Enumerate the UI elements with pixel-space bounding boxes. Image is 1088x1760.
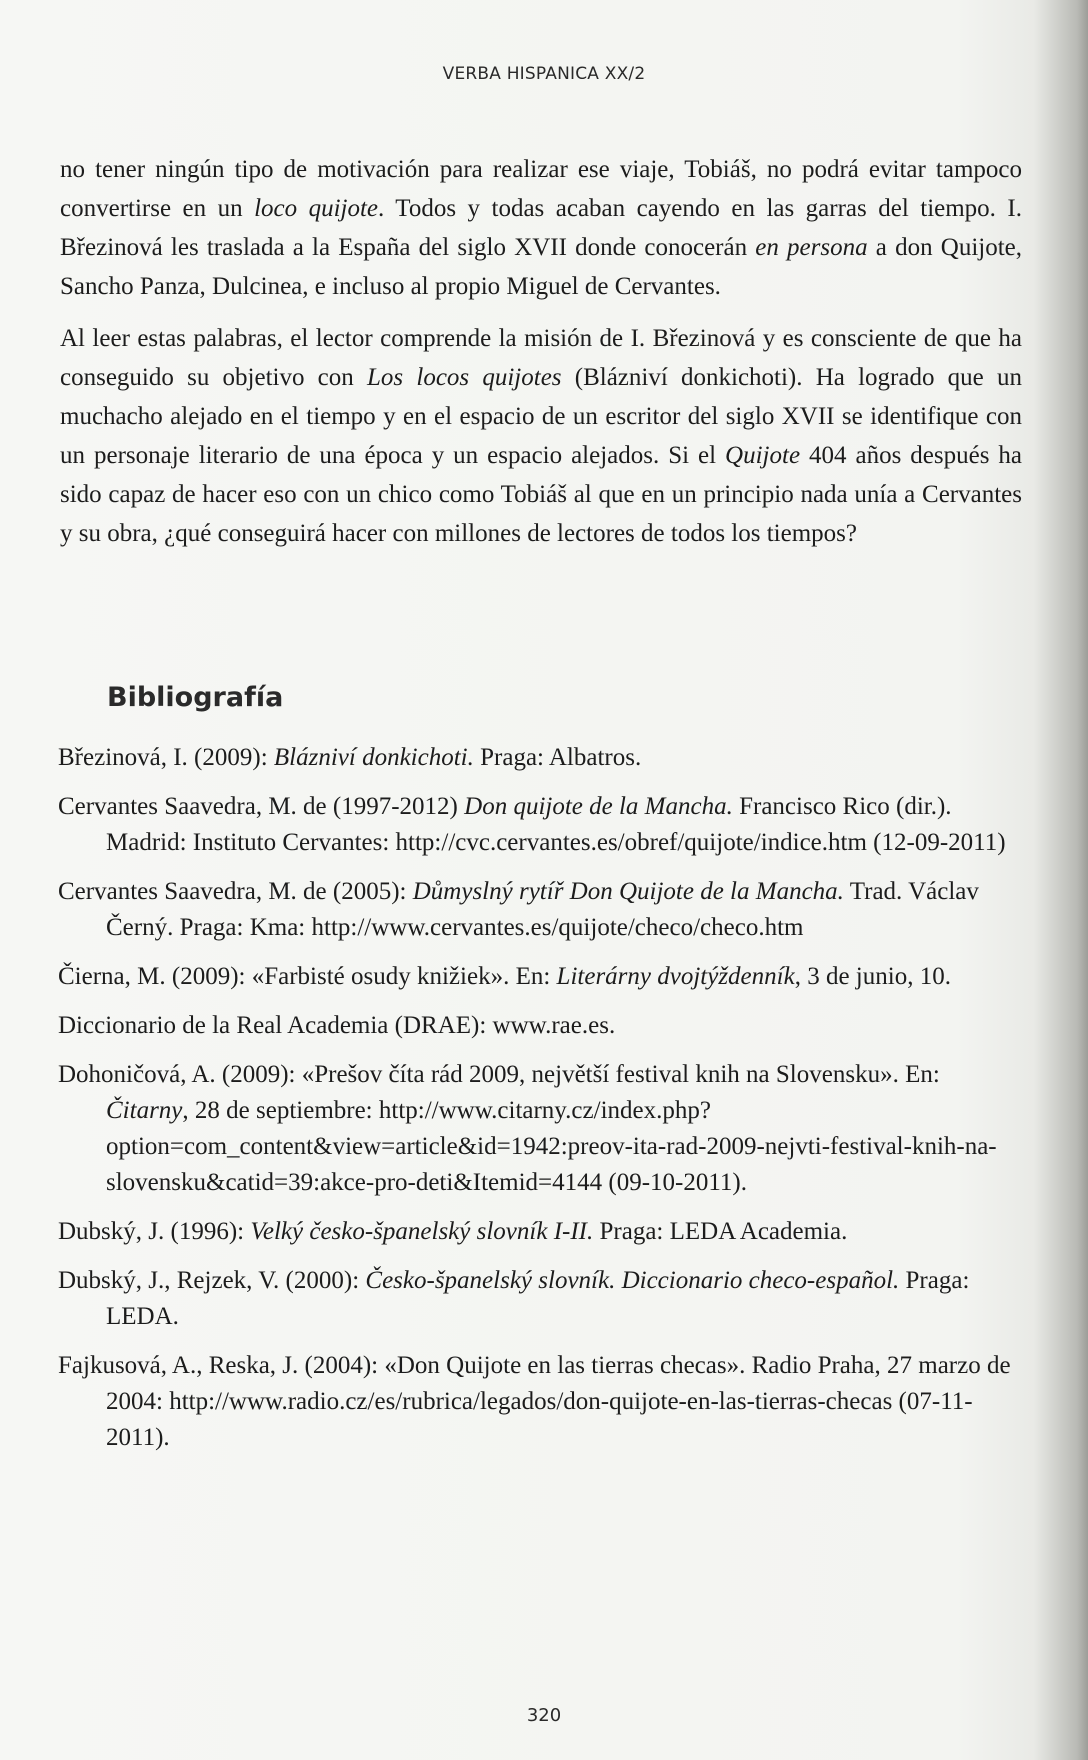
text-run: Praga: LEDA Academia. bbox=[593, 1218, 848, 1245]
section-heading: Bibliografía bbox=[107, 682, 284, 713]
text-run: no tener ningún tipo de motivación para realizar ese viaje, Tobiáš, no podrá evitar tampoco convertirse en un bbox=[60, 156, 1022, 222]
italic-text: Los locos quijotes bbox=[367, 364, 562, 391]
text-run: Francisco Rico (dir.). Madrid: Instituto Cervantes: http://cvc.cervantes.es/obref/quijote/indice.htm (12-09-2011) bbox=[106, 793, 1006, 856]
italic-text: Čitarny bbox=[106, 1097, 183, 1124]
text-run: Březinová, I. (2009): bbox=[58, 744, 274, 771]
page-number: 320 bbox=[526, 1705, 562, 1726]
text-run: Dubský, J. (1996): bbox=[58, 1218, 251, 1245]
body-paragraph bbox=[60, 319, 1022, 553]
text-run: Trad. Václav Černý. Praga: Kma: http://www.cervantes.es/quijote/checo/checo.htm bbox=[106, 878, 979, 941]
body-text bbox=[60, 150, 1022, 566]
bibliography-entry bbox=[58, 1214, 1018, 1250]
italic-text: Quijote bbox=[725, 442, 801, 469]
italic-text: Česko-španelský slovník. Diccionario checo-español. bbox=[365, 1267, 900, 1294]
bibliography-entry bbox=[58, 740, 1018, 776]
bibliography-list bbox=[58, 740, 1018, 1469]
bibliography-entry bbox=[58, 789, 1018, 861]
italic-text: Literárny dvojtýždenník bbox=[556, 963, 795, 990]
text-run: , 3 de junio, 10. bbox=[794, 963, 951, 990]
text-run: (Blázniví donkichoti). Ha logrado que un muchacho alejado en el tiempo y en el espacio de un escritor del siglo XVII se identifique con un personaje literario de una época y un espacio alejados. Si el bbox=[60, 364, 1022, 469]
text-run: Cervantes Saavedra, M. de (1997-2012) bbox=[58, 793, 465, 820]
italic-text: Blázniví donkichoti. bbox=[273, 744, 474, 771]
text-run: Praga: LEDA. bbox=[106, 1267, 970, 1330]
text-run: 404 años después ha sido capaz de hacer eso con un chico como Tobiáš al que en un principio nada unía a Cervantes y su obra, ¿qué conseguirá hacer con millones de lectores de todos los tiempos? bbox=[60, 442, 1022, 547]
text-run: Fajkusová, A., Reska, J. (2004): «Don Quijote en las tierras checas». Radio Praha, 27 marzo de 2004: http://www.radio.cz/es/rubrica/legados/don-quijote-en-las-tierras-checas (07-11-2011). bbox=[58, 1352, 1011, 1451]
bibliography-entry bbox=[58, 959, 1018, 995]
text-run: a don Quijote, Sancho Panza, Dulcinea, e incluso al propio Miguel de Cervantes. bbox=[60, 234, 1022, 300]
text-run: Dubský, J., Rejzek, V. (2000): bbox=[58, 1267, 366, 1294]
bibliography-entry bbox=[58, 1348, 1018, 1456]
italic-text: en persona bbox=[755, 234, 868, 261]
italic-text: loco quijote bbox=[254, 195, 379, 222]
text-run: , 28 de septiembre: http://www.citarny.cz/index.php?option=com_content&view=article&id=1942:preov-ita-rad-2009-nejvti-festival-knih-na-slovensku&catid=39:akce-pro-deti&Itemid=4144 (09-10-2011). bbox=[106, 1097, 997, 1196]
bibliography-entry bbox=[58, 874, 1018, 946]
bibliography-entry bbox=[58, 1057, 1018, 1201]
body-paragraph bbox=[60, 150, 1022, 306]
bibliography-entry bbox=[58, 1008, 1018, 1044]
running-head: VERBA HISPANICA XX/2 bbox=[442, 64, 646, 84]
bibliography-entry bbox=[58, 1263, 1018, 1335]
text-run: Dohoničová, A. (2009): «Prešov číta rád 2009, největší festival knih na Slovensku». En: bbox=[58, 1061, 940, 1088]
text-run: Cervantes Saavedra, M. de (2005): bbox=[58, 878, 413, 905]
text-run: Čierna, M. (2009): «Farbisté osudy knižiek». En: bbox=[58, 963, 557, 990]
text-run: Al leer estas palabras, el lector comprende la misión de I. Březinová y es consciente de que ha conseguido su objetivo con bbox=[60, 325, 1022, 391]
italic-text: Důmyslný rytíř Don Quijote de la Mancha. bbox=[412, 878, 844, 905]
text-run: Diccionario de la Real Academia (DRAE): www.rae.es. bbox=[58, 1012, 616, 1039]
text-run: . Todos y todas acaban cayendo en las garras del tiempo. I. Březinová les traslada a la España del siglo XVII donde conocerán bbox=[60, 195, 1022, 261]
italic-text: Velký česko-španelský slovník I-II. bbox=[250, 1218, 594, 1245]
text-run: Praga: Albatros. bbox=[473, 744, 642, 771]
italic-text: Don quijote de la Mancha. bbox=[464, 793, 733, 820]
